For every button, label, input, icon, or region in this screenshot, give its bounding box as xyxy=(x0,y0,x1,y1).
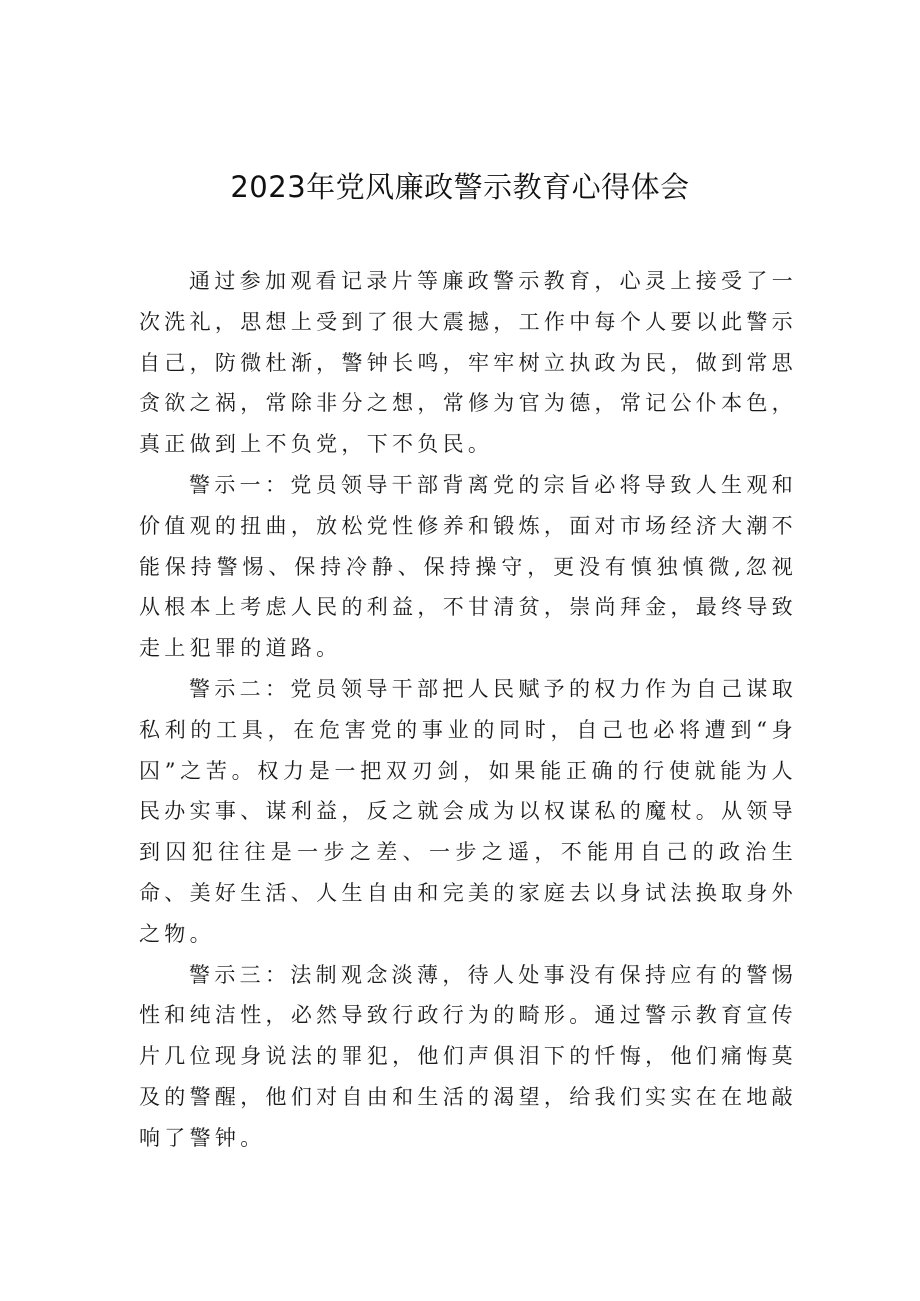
paragraph-warning-three: 警示三：法制观念淡薄，待人处事没有保持应有的警惕性和纯洁性，必然导致行政行为的畸形。通过警示教育宣传片几位现身说法的罪犯，他们声俱泪下的忏悔，他们痛悔莫及的警醒，他们对自由和生活的渴望，给我们实实在在地敲响了警钟。 xyxy=(139,962,797,1150)
paragraph-warning-two: 警示二：党员领导干部把人民赋予的权力作为自己谋取私利的工具，在危害党的事业的同时，自己也必将遭到“身囚”之苦。权力是一把双刃剑，如果能正确的行使就能为人民办实事、谋利益，反之就会成为以权谋私的魔杖。从领导到囚犯往往是一步之差、一步之遥，不能用自己的政治生命、美好生活、人生自由和完美的家庭去以身试法换取身外之物。 xyxy=(139,676,797,946)
paragraph-intro: 通过参加观看记录片等廉政警示教育，心灵上接受了一次洗礼，思想上受到了很大震撼，工作中每个人要以此警示自己，防微杜渐，警钟长鸣，牢牢树立执政为民，做到常思贪欲之祸，常除非分之想，常修为官为德，常记公仆本色，真正做到上不负党，下不负民。 xyxy=(139,269,797,457)
paragraph-warning-one: 警示一：党员领导干部背离党的宗旨必将导致人生观和价值观的扭曲，放松党性修养和锻炼，面对市场经济大潮不能保持警惕、保持冷静、保持操守，更没有慎独慎微,忽视从根本上考虑人民的利益，不甘清贫，崇尚拜金，最终导致走上犯罪的道路。 xyxy=(139,472,797,661)
document-title: 2023年党风廉政警示教育心得体会 xyxy=(230,170,690,204)
document-body xyxy=(139,261,797,1159)
